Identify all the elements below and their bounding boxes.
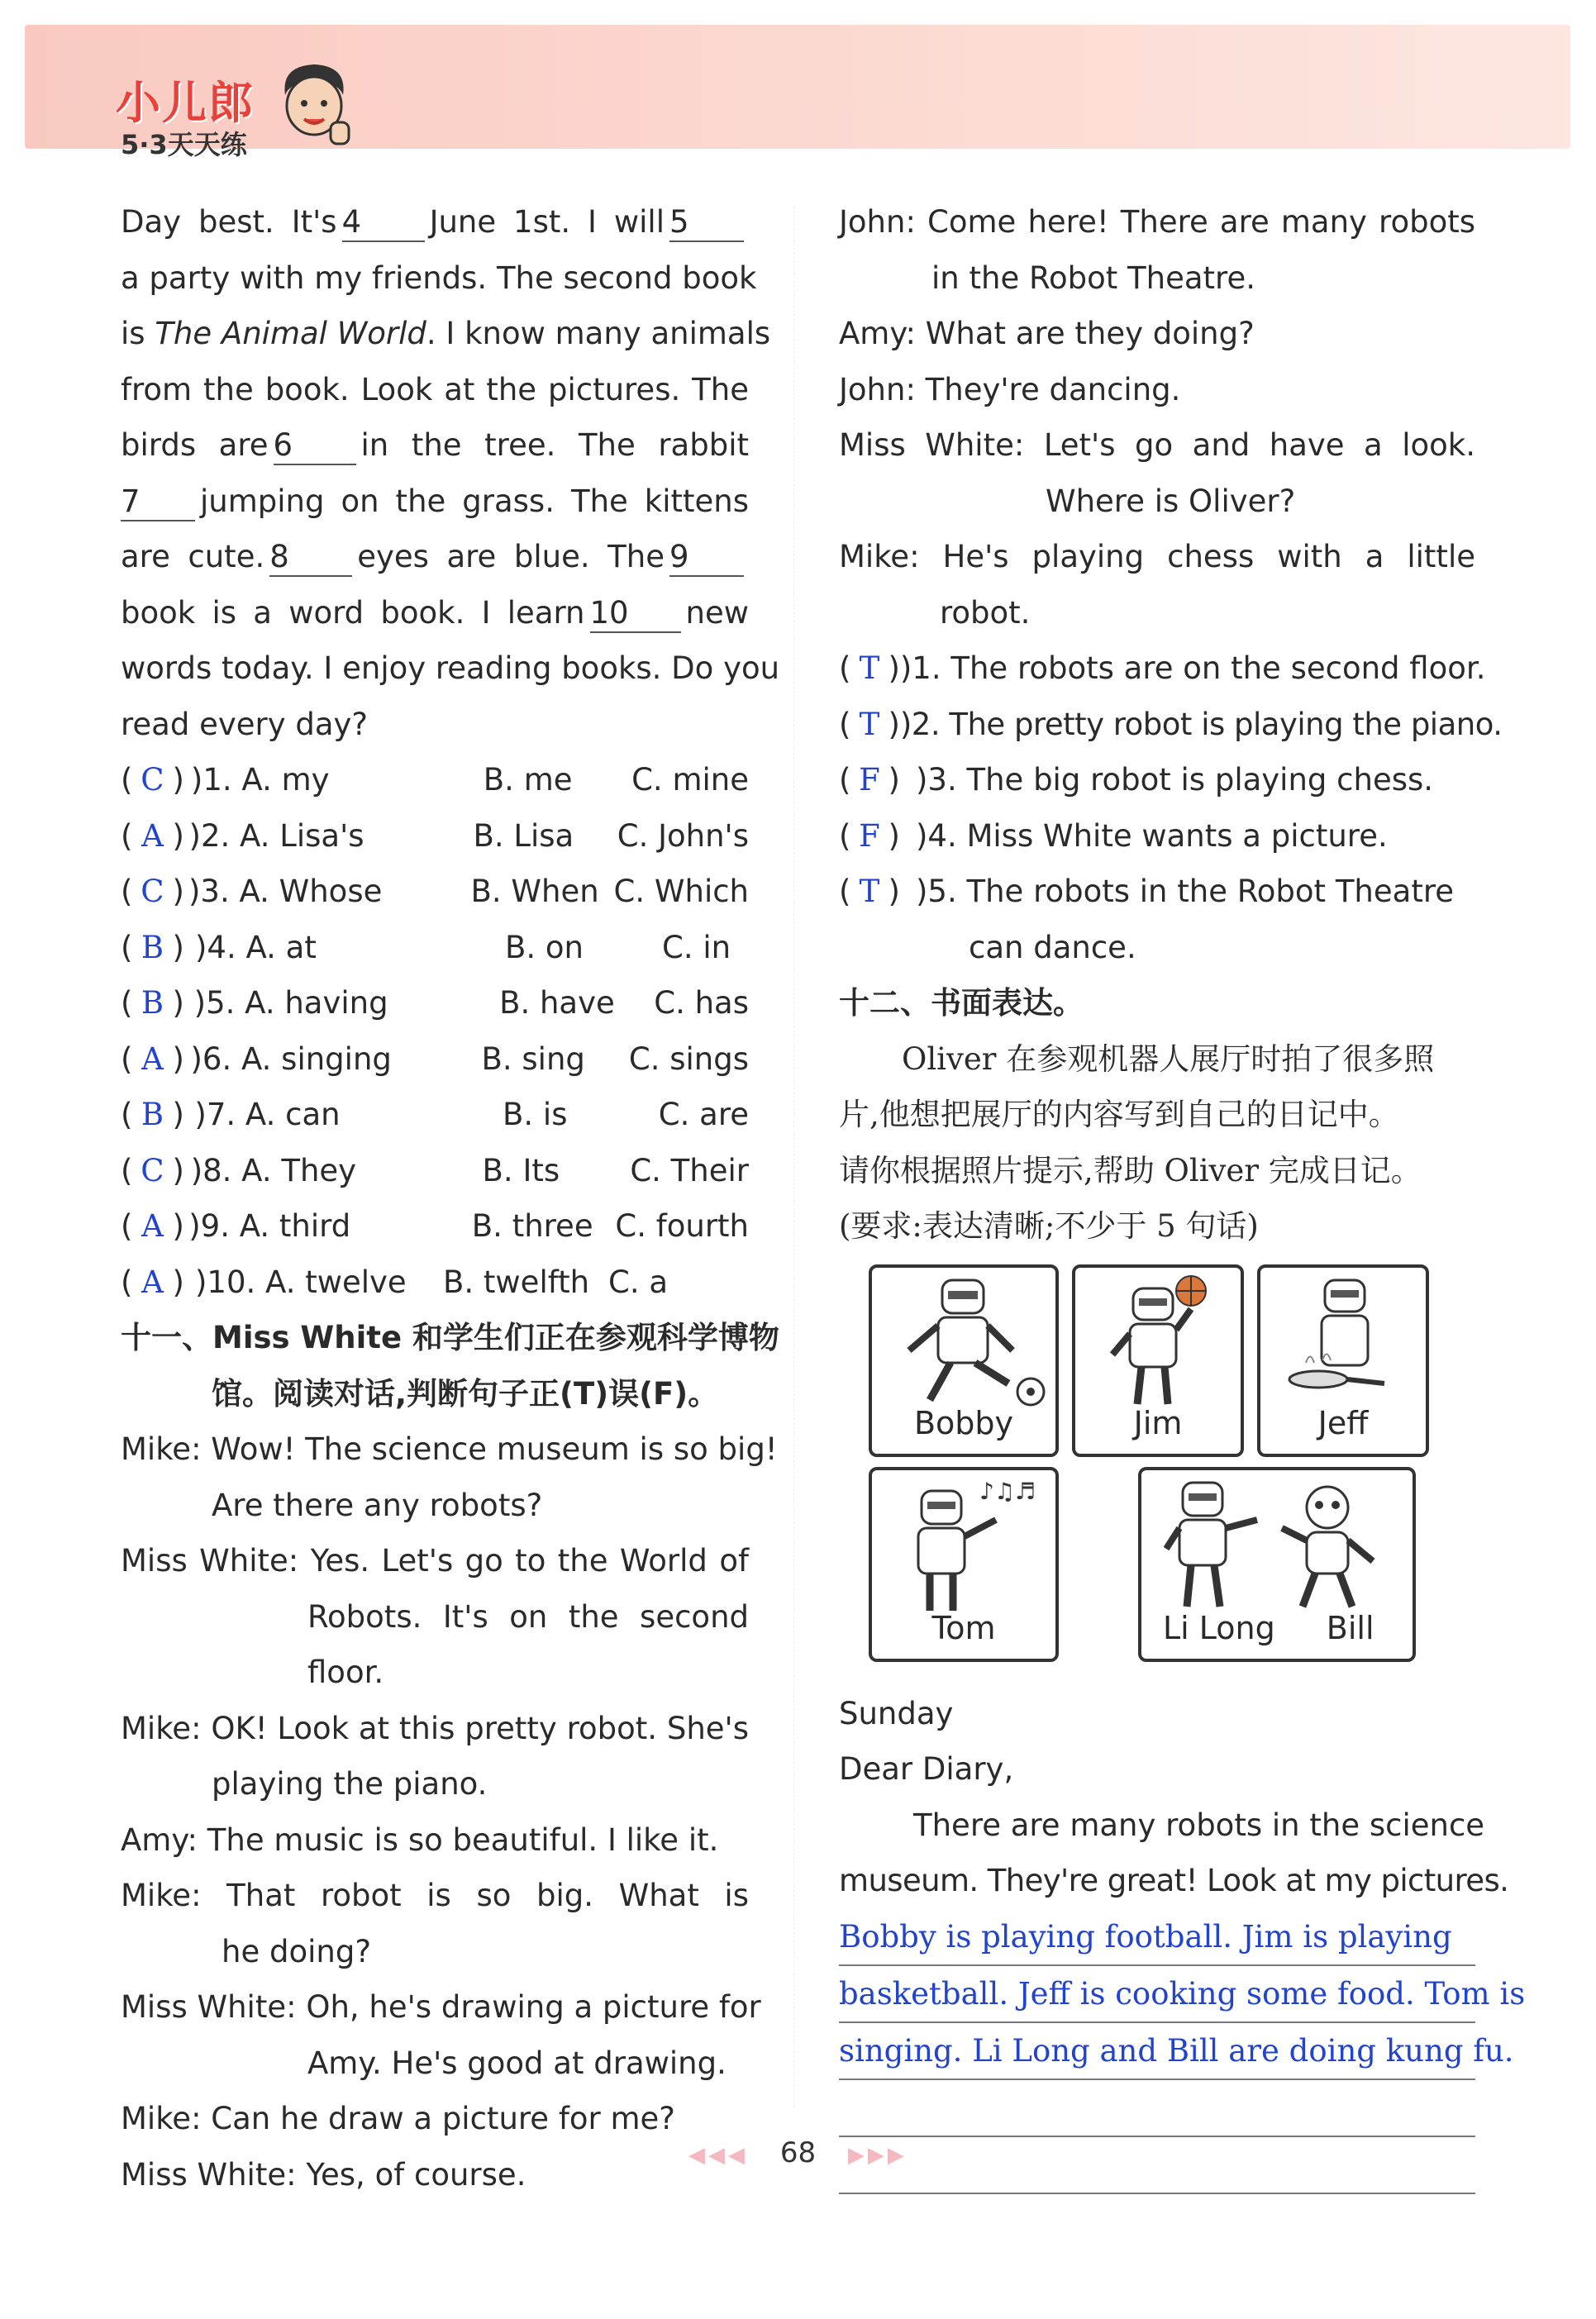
passage-line: 7 jumping on the grass. The kittens (121, 474, 749, 530)
mcq-answer[interactable]: C (141, 874, 164, 909)
tf-row: ( T ) )2. The pretty robot is playing the piano. (839, 697, 1475, 753)
mcq-row: ( A ) )9. A. third B. three C. fourth (121, 1198, 749, 1255)
svg-text:♪♫♬: ♪♫♬ (979, 1477, 1036, 1505)
picture-li-long-bill (1138, 1467, 1416, 1662)
diary-body: museum. They're great! Look at my pictures. (839, 1863, 1509, 1898)
picture-label: Tom (931, 1610, 996, 1646)
mcq-row: ( B ) )4. A. at B. on C. in (121, 920, 749, 976)
dialogue-line: Miss White: Yes. Let's go to the World of (121, 1543, 749, 1579)
mcq-answer[interactable]: C (141, 1152, 164, 1188)
blank-10[interactable]: 10 (590, 595, 681, 633)
tf-row: ( F ) )4. Miss White wants a picture. (839, 808, 1475, 864)
instruction-line: Oliver 在参观机器人展厅时拍了很多照 (902, 1040, 1435, 1077)
picture-tom (869, 1467, 1059, 1662)
diary-greeting: Dear Diary, (839, 1751, 1014, 1787)
tf-row: ( F ) )3. The big robot is playing chess. (839, 752, 1475, 808)
blank-8[interactable]: 8 (269, 539, 352, 577)
passage-line: birds are 6 in the tree. The rabbit (121, 417, 749, 474)
robot-singing-icon (872, 1470, 1055, 1619)
tf-answer[interactable]: F (859, 817, 880, 854)
passage-line: is The Animal World. I know many animals (121, 316, 771, 351)
picture-label: Jeff (1317, 1405, 1369, 1441)
dialogue-line: Robots. It's on the second (307, 1598, 749, 1635)
column-divider (793, 207, 794, 2107)
dialogue-line: he doing? (222, 1933, 371, 1969)
tf-answer[interactable]: T (859, 650, 880, 686)
tf-row: ( T ) )5. The robots in the Robot Theatre (839, 864, 1475, 920)
picture-label: Bobby (913, 1405, 1014, 1441)
dialogue-line: Mike: He's playing chess with a little (839, 539, 1475, 574)
dialogue-line: robot. (940, 594, 1031, 631)
instruction-line: 片,他想把展厅的内容写到自己的日记中。 (839, 1097, 1399, 1132)
mcq-answer[interactable]: C (141, 762, 164, 798)
diary-body: There are many robots in the science (913, 1807, 1485, 1843)
passage-line: read every day? (121, 706, 369, 742)
tf-row: ( T ) )1. The robots are on the second floor. (839, 640, 1475, 697)
dialogue-line: Miss White: Let's go and have a look. (839, 427, 1475, 463)
robot-cooking-icon (1260, 1268, 1426, 1417)
blank-7[interactable]: 7 (121, 483, 195, 521)
dialogue-line: John: They're dancing. (839, 371, 1181, 407)
mcq-answer[interactable]: B (141, 929, 164, 965)
dialogue-line: in the Robot Theatre. (931, 260, 1255, 296)
page-number: 68 (779, 2136, 817, 2169)
section-11-title: 十一、Miss White 和学生们正在参观科学博物 (121, 1320, 779, 1355)
mcq-answer[interactable]: B (141, 1097, 164, 1132)
passage-line: are cute. 8 eyes are blue. The 9 (121, 529, 749, 585)
instruction-line: (要求:表达清晰;不少于 5 句话) (839, 1208, 1259, 1244)
mcq-row: ( C ) )8. A. They B. Its C. Their (121, 1143, 749, 1199)
dialogue-line: Amy: What are they doing? (839, 316, 1255, 351)
picture-jim (1072, 1264, 1244, 1457)
picture-bobby (869, 1264, 1059, 1457)
tf-answer[interactable]: F (859, 762, 880, 798)
picture-jeff (1257, 1264, 1429, 1457)
mcq-answer[interactable]: A (141, 817, 164, 854)
robot-basketball-icon (1075, 1268, 1241, 1417)
page-footer (0, 2136, 1596, 2169)
picture-label: Jim (1133, 1405, 1183, 1441)
section-12-title: 十二、书面表达。 (839, 985, 1084, 1021)
tf-answer[interactable]: T (859, 874, 880, 909)
left-arrows-icon: ◀◀◀ (688, 2143, 749, 2168)
tf-answer[interactable]: T (859, 706, 880, 742)
logo-subtitle: 5·3天天练 (121, 129, 247, 160)
diary-day: Sunday (839, 1695, 954, 1731)
instruction-line: 请你根据照片提示,帮助 Oliver 完成日记。 (839, 1152, 1422, 1188)
robot-football-icon (872, 1268, 1055, 1417)
dialogue-line: Where is Oliver? (1046, 483, 1296, 519)
robot-pictures (839, 1264, 1475, 1678)
dialogue-line: Miss White: Yes, of course. (121, 2156, 526, 2193)
robots-kung-fu-icon (1141, 1470, 1413, 1619)
dialogue-line: Mike: Wow! The science museum is so big! (121, 1431, 778, 1467)
mcq-answer[interactable]: A (141, 1264, 164, 1300)
dialogue-line: Amy: The music is so beautiful. I like it. (121, 1821, 719, 1858)
dialogue-line: Mike: That robot is so big. What is (121, 1878, 749, 1913)
mcq-row: ( C ) )1. A. my B. me C. mine (121, 752, 749, 808)
mcq-answer[interactable]: A (141, 1040, 164, 1077)
dialogue-line: Mike: OK! Look at this pretty robot. She's (121, 1710, 749, 1746)
passage-line: from the book. Look at the pictures. The (121, 371, 749, 407)
picture-label: Li Long Bill (1163, 1610, 1374, 1646)
right-arrows-icon: ▶▶▶ (847, 2143, 908, 2168)
blank-6[interactable]: 6 (274, 427, 356, 465)
writing-line-empty[interactable] (839, 2080, 1475, 2137)
blank-4[interactable]: 4 (342, 204, 425, 242)
passage-line: a party with my friends. The second book (121, 260, 757, 296)
dialogue-line: John: Come here! There are many robots (839, 204, 1475, 240)
dialogue-line: Are there any robots? (212, 1487, 543, 1523)
passage-line: Day best. It's 4 June 1st. I will 5 (121, 194, 749, 250)
writing-line[interactable]: basketball. Jeff is cooking some food. Tom is (839, 1966, 1475, 2023)
section-11-title-cont: 馆。阅读对话,判断句子正(T)误(F)。 (212, 1375, 719, 1412)
mcq-answer[interactable]: A (141, 1208, 164, 1244)
mcq-row: ( A ) )6. A. singing B. sing C. sings (121, 1031, 749, 1088)
book-title: The Animal World (155, 316, 426, 351)
passage-line: book is a word book. I learn 10 new (121, 585, 749, 641)
right-column (839, 194, 1526, 2194)
blank-9[interactable]: 9 (669, 539, 744, 577)
mcq-row: ( B ) )5. A. having B. have C. has (121, 975, 749, 1031)
left-column (121, 194, 780, 2202)
mcq-row: ( A ) )10. A. twelve B. twelfth C. a (121, 1255, 749, 1311)
header-band (25, 25, 1570, 149)
passage-line: words today. I enjoy reading books. Do you (121, 650, 780, 686)
mcq-row: ( A ) )2. A. Lisa's B. Lisa C. John's (121, 808, 749, 864)
dialogue-line: Mike: Can he draw a picture for me? (121, 2101, 675, 2136)
mcq-row: ( B ) )7. A. can B. is C. are (121, 1087, 749, 1143)
mcq-row: ( C ) )3. A. Whose B. When C. Which (121, 864, 749, 920)
dialogue-line: Amy. He's good at drawing. (307, 2045, 727, 2081)
writing-line[interactable]: singing. Li Long and Bill are doing kung fu. (839, 2023, 1475, 2080)
dialogue-line: floor. (307, 1655, 384, 1690)
dialogue-line: playing the piano. (212, 1766, 488, 1802)
logo: 小儿郎 (116, 77, 255, 129)
dialogue-line: Miss White: Oh, he's drawing a picture for (121, 1989, 761, 2025)
tf-row-cont: can dance. (969, 929, 1136, 965)
writing-line[interactable]: Bobby is playing football. Jim is playing (839, 1909, 1475, 1966)
mcq-answer[interactable]: B (141, 985, 164, 1021)
mascot-boy-icon (273, 58, 355, 149)
blank-5[interactable]: 5 (669, 204, 744, 242)
